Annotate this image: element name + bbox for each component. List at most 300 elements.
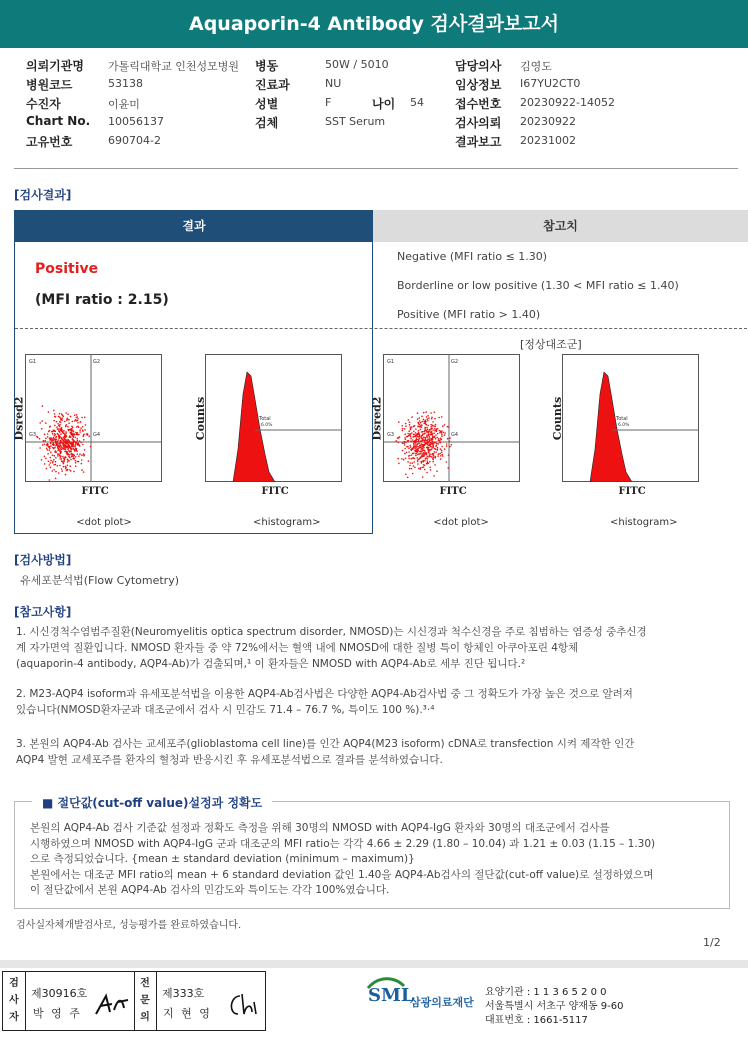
dot xyxy=(55,439,57,441)
dot xyxy=(435,438,437,440)
dot xyxy=(83,455,85,457)
dot xyxy=(442,425,444,427)
dot xyxy=(414,467,416,469)
dot xyxy=(404,433,406,435)
dot xyxy=(47,436,49,438)
dot xyxy=(417,412,419,414)
dot xyxy=(419,468,421,470)
dot xyxy=(432,421,434,423)
dot xyxy=(83,439,85,441)
dot xyxy=(427,463,429,465)
dot xyxy=(58,428,60,430)
dot xyxy=(444,432,446,434)
dot xyxy=(44,456,46,458)
dot xyxy=(415,450,417,452)
dot xyxy=(429,455,431,457)
dot xyxy=(79,444,81,446)
dot xyxy=(402,443,404,445)
dot xyxy=(60,453,62,455)
dot xyxy=(73,456,75,458)
dot xyxy=(90,446,92,448)
dot xyxy=(65,439,67,441)
dot xyxy=(77,440,79,442)
dot xyxy=(45,458,47,460)
dot xyxy=(404,453,406,455)
dot xyxy=(60,442,62,444)
dot xyxy=(47,449,49,451)
dot xyxy=(426,418,428,420)
dot xyxy=(425,440,427,442)
dot xyxy=(433,432,435,434)
cutoff-title: ■ 절단값(cut-off value)설정과 정확도 xyxy=(32,794,272,811)
dot xyxy=(419,426,421,428)
dot xyxy=(59,431,61,433)
dot xyxy=(422,476,424,478)
dot xyxy=(446,445,448,447)
plot-caption-3: <histogram> xyxy=(610,517,678,528)
dot xyxy=(432,436,434,438)
dot xyxy=(418,468,420,470)
dot xyxy=(54,455,56,457)
dot xyxy=(64,445,66,447)
info-value-3: 10056137 xyxy=(108,115,164,128)
info2-value-3: SST Serum xyxy=(325,115,386,128)
dot xyxy=(413,425,415,427)
info3-label-0: 담당의사 xyxy=(455,59,502,73)
dot xyxy=(67,449,69,451)
dot xyxy=(441,435,443,437)
note-line: AQP4 발현 교세포주를 환자의 혈청과 반응시킨 후 유세포분석법으로 결과를 분석하였습니다. xyxy=(16,754,443,766)
dot xyxy=(408,455,410,457)
dot xyxy=(420,443,422,445)
dot xyxy=(416,437,418,439)
dot xyxy=(427,425,429,427)
dot xyxy=(50,438,52,440)
dot xyxy=(60,422,62,424)
dot xyxy=(78,461,80,463)
dot xyxy=(61,468,63,470)
dot xyxy=(88,435,90,437)
dot xyxy=(413,445,415,447)
dot xyxy=(421,445,423,447)
dot xyxy=(410,440,412,442)
dot xyxy=(413,434,415,436)
dot xyxy=(443,432,445,434)
dot xyxy=(417,433,419,435)
dot xyxy=(410,462,412,464)
note-line: 있습니다(NMOSD환자군과 대조군에서 검사 시 민감도 71.4 – 76.7 %, 특이도 100 %).³·⁴ xyxy=(16,704,435,716)
dot xyxy=(49,449,51,451)
dot xyxy=(73,431,75,433)
dot xyxy=(67,419,69,421)
dot xyxy=(52,470,54,472)
dot xyxy=(428,434,430,436)
dot xyxy=(431,428,433,430)
footnote: 검사실자체개발검사로, 성능평가를 완료하였습니다. xyxy=(16,920,242,931)
dot xyxy=(82,426,84,428)
method-text: 유세포분석법(Flow Cytometry) xyxy=(20,574,180,587)
page-number: 1/2 xyxy=(703,936,721,949)
dot xyxy=(442,454,444,456)
dot xyxy=(409,424,411,426)
dot xyxy=(436,437,438,439)
dot xyxy=(440,448,442,450)
patient-histogram xyxy=(205,354,342,482)
dot xyxy=(74,415,76,417)
dot xyxy=(407,446,409,448)
note-line: 1. 시신경척수염범주질환(Neuromyelitis optica spectrum disorder, NMOSD)는 시신경과 척수신경을 주로 침범하는 염증성 중추신경 xyxy=(16,626,647,638)
dot xyxy=(47,443,49,445)
dot xyxy=(449,446,451,448)
dot xyxy=(39,422,41,424)
dot xyxy=(49,446,51,448)
dot xyxy=(421,462,423,464)
dot xyxy=(419,453,421,455)
dot xyxy=(77,418,79,420)
dot xyxy=(437,449,439,451)
dot xyxy=(430,431,432,433)
dot xyxy=(441,451,443,453)
info-label-4: 고유번호 xyxy=(26,135,73,149)
dot xyxy=(411,432,413,434)
dot xyxy=(418,438,420,440)
footer-band xyxy=(0,960,748,968)
dot xyxy=(415,435,417,437)
method-section-title: [검사방법] xyxy=(14,553,72,567)
gate-label: G1 xyxy=(387,359,395,365)
dot xyxy=(415,444,417,446)
dot xyxy=(50,466,52,468)
dot xyxy=(426,472,428,474)
plot-caption-1: <histogram> xyxy=(253,517,321,528)
dot xyxy=(59,455,61,457)
dot xyxy=(409,468,411,470)
dot xyxy=(55,431,57,433)
dot xyxy=(447,467,449,469)
dot xyxy=(417,451,419,453)
dot xyxy=(42,444,44,446)
dot xyxy=(72,427,74,429)
dot xyxy=(60,451,62,453)
dot xyxy=(423,445,425,447)
dot xyxy=(81,469,83,471)
control-dot-plot xyxy=(383,354,520,482)
dot xyxy=(448,426,450,428)
info2-value-2: F xyxy=(325,96,332,109)
dot xyxy=(58,449,60,451)
dot xyxy=(405,425,407,427)
dot xyxy=(64,421,66,423)
specialist-label: 전문의 xyxy=(140,978,150,1023)
dot xyxy=(67,461,69,463)
specialist-name: 지 현 영 xyxy=(163,1007,212,1020)
dot xyxy=(431,417,433,419)
dot xyxy=(421,448,423,450)
dot xyxy=(74,449,76,451)
dot xyxy=(49,479,51,481)
dot xyxy=(79,453,81,455)
dot xyxy=(437,447,439,449)
info2-label-2: 성별 xyxy=(255,97,279,111)
dot xyxy=(63,466,65,468)
dot xyxy=(57,455,59,457)
dot xyxy=(81,459,83,461)
dot xyxy=(67,465,69,467)
dot xyxy=(66,469,68,471)
dot xyxy=(427,456,429,458)
dot xyxy=(70,450,72,452)
ref-positive: Positive (MFI ratio > 1.40) xyxy=(397,308,541,321)
dot xyxy=(405,423,407,425)
info-label-1: 병원코드 xyxy=(26,78,73,92)
dot xyxy=(431,456,433,458)
dot xyxy=(59,456,61,458)
dot xyxy=(425,430,427,432)
dot xyxy=(63,416,65,418)
dot xyxy=(415,442,417,444)
dot xyxy=(438,417,440,419)
dot xyxy=(440,439,442,441)
dot xyxy=(425,437,427,439)
result-mfi: (MFI ratio : 2.15) xyxy=(35,292,169,308)
dot xyxy=(69,445,71,447)
patient-dot-plot xyxy=(25,354,162,482)
dot xyxy=(423,464,425,466)
dot xyxy=(51,431,53,433)
dot xyxy=(61,470,63,472)
dot xyxy=(75,456,77,458)
dot xyxy=(412,439,414,441)
dot xyxy=(82,429,84,431)
ref-negative: Negative (MFI ratio ≤ 1.30) xyxy=(397,250,548,263)
dot xyxy=(50,445,52,447)
dot xyxy=(425,452,427,454)
dot xyxy=(397,458,399,460)
dot xyxy=(84,429,86,431)
dashed-divider xyxy=(15,328,747,329)
dot xyxy=(53,444,55,446)
dot xyxy=(437,433,439,435)
dot xyxy=(53,442,55,444)
dot xyxy=(423,447,425,449)
dot xyxy=(421,424,423,426)
dot xyxy=(440,441,442,443)
dot xyxy=(50,462,52,464)
dot xyxy=(441,416,443,418)
dot xyxy=(411,458,413,460)
gate-label: G4 xyxy=(451,432,459,438)
dot xyxy=(409,445,411,447)
dot xyxy=(429,441,431,443)
dot xyxy=(70,416,72,418)
dot xyxy=(404,444,406,446)
dot xyxy=(46,448,48,450)
signature-icon xyxy=(224,990,260,1020)
dot xyxy=(76,414,78,416)
dot xyxy=(441,450,443,452)
dot xyxy=(415,439,417,441)
dot xyxy=(50,460,52,462)
dot xyxy=(402,450,404,452)
notes-section-title: [참고사항] xyxy=(14,605,72,619)
dot xyxy=(75,465,77,467)
dot xyxy=(432,429,434,431)
dot xyxy=(404,437,406,439)
dot xyxy=(430,443,432,445)
dot xyxy=(58,472,60,474)
histogram-svg xyxy=(205,354,342,482)
dot xyxy=(427,442,429,444)
dot xyxy=(47,433,49,435)
dot xyxy=(59,437,61,439)
dot xyxy=(417,461,419,463)
dot xyxy=(407,433,409,435)
gate-label: G3 xyxy=(29,432,37,438)
logo-arc-icon xyxy=(366,976,406,990)
dot xyxy=(403,442,405,444)
dot xyxy=(439,440,441,442)
dot xyxy=(77,434,79,436)
dot xyxy=(70,453,72,455)
dot xyxy=(451,444,453,446)
dot xyxy=(59,413,61,415)
dot xyxy=(64,457,66,459)
dot xyxy=(74,434,76,436)
dot xyxy=(75,442,77,444)
dot xyxy=(57,443,59,445)
dot xyxy=(83,471,85,473)
dot xyxy=(421,421,423,423)
dot xyxy=(434,418,436,420)
dot xyxy=(408,447,410,449)
dot xyxy=(51,440,53,442)
info3-value-3: 20230922 xyxy=(520,115,576,128)
info3-value-2: 20230922-14052 xyxy=(520,96,615,109)
dot xyxy=(69,457,71,459)
result-section-title: [검사결과] xyxy=(14,188,72,202)
dot xyxy=(432,461,434,463)
age-value: 54 xyxy=(410,96,424,109)
dot xyxy=(60,440,62,442)
dot xyxy=(50,457,52,459)
dot xyxy=(411,449,413,451)
info3-label-1: 임상정보 xyxy=(455,78,502,92)
note-line: 2. M23-AQP4 isoform과 유세포분석법을 이용한 AQP4-Ab검사법은 다양한 AQP4-Ab검사법 중 그 정확도가 가장 높은 것으로 알려져 xyxy=(16,688,633,700)
control-label: [정상대조군] xyxy=(520,338,582,351)
dot xyxy=(77,432,79,434)
dot xyxy=(61,449,63,451)
dot xyxy=(426,427,428,429)
result-value: Positive xyxy=(35,261,99,277)
dot xyxy=(84,449,86,451)
dot xyxy=(50,443,52,445)
dot xyxy=(410,429,412,431)
dot xyxy=(79,429,81,431)
dot xyxy=(440,431,442,433)
dot xyxy=(431,418,433,420)
sml-logo: SML xyxy=(368,985,414,1006)
dot xyxy=(74,445,76,447)
dot xyxy=(81,442,83,444)
dot xyxy=(67,460,69,462)
histogram-svg xyxy=(562,354,699,482)
dot xyxy=(56,436,58,438)
dot xyxy=(427,429,429,431)
dot xyxy=(41,459,43,461)
dot xyxy=(60,430,62,432)
dot xyxy=(426,436,428,438)
dot xyxy=(423,419,425,421)
divider xyxy=(14,168,738,169)
dot xyxy=(440,458,442,460)
dot xyxy=(405,458,407,460)
dot xyxy=(427,444,429,446)
dot xyxy=(49,426,51,428)
dot xyxy=(425,420,427,422)
dot xyxy=(65,443,67,445)
dot xyxy=(423,431,425,433)
dot xyxy=(449,440,451,442)
info-label-3: Chart No. xyxy=(26,114,91,128)
dot xyxy=(78,455,80,457)
dot xyxy=(427,446,429,448)
dot xyxy=(429,445,431,447)
dot xyxy=(72,445,74,447)
dot xyxy=(434,464,436,466)
dot xyxy=(63,430,65,432)
dot xyxy=(430,469,432,471)
dot xyxy=(428,450,430,452)
dot xyxy=(75,462,77,464)
dot xyxy=(417,446,419,448)
address-line: 서울특별시 서초구 양재동 9-60 xyxy=(485,1001,624,1012)
dot xyxy=(431,446,433,448)
dot xyxy=(412,436,414,438)
dot xyxy=(402,430,404,432)
dot xyxy=(421,455,423,457)
dot xyxy=(398,463,400,465)
dot xyxy=(48,464,50,466)
dot xyxy=(67,469,69,471)
dot xyxy=(408,435,410,437)
dot xyxy=(417,454,419,456)
dot xyxy=(444,424,446,426)
dot xyxy=(399,436,401,438)
info2-label-0: 병동 xyxy=(255,59,279,73)
dot xyxy=(62,456,64,458)
dot xyxy=(420,467,422,469)
dot xyxy=(76,426,78,428)
dot xyxy=(408,419,410,421)
dot xyxy=(73,443,75,445)
dot xyxy=(405,474,407,476)
dot xyxy=(434,437,436,439)
dot xyxy=(45,422,47,424)
cutoff-line: 으로 측정되었습니다. {mean ± standard deviation (minimum – maximum)} xyxy=(30,853,415,865)
inspector-no: 제30916호 xyxy=(31,987,88,1000)
dot xyxy=(57,423,59,425)
dot-y-label: Dsred2 xyxy=(370,396,384,441)
dot xyxy=(62,461,64,463)
dot xyxy=(54,425,56,427)
cutoff-line: 본원의 AQP4-Ab 검사 기준값 설정과 정확도 측정을 위해 30명의 NMOSD with AQP4-IgG 환자와 30명의 대조군에서 검사를 xyxy=(30,822,610,834)
dot xyxy=(79,421,81,423)
dot xyxy=(72,421,74,423)
dot xyxy=(63,432,65,434)
hist-x-label: FITC xyxy=(618,486,646,497)
dot xyxy=(413,465,415,467)
dot xyxy=(421,426,423,428)
